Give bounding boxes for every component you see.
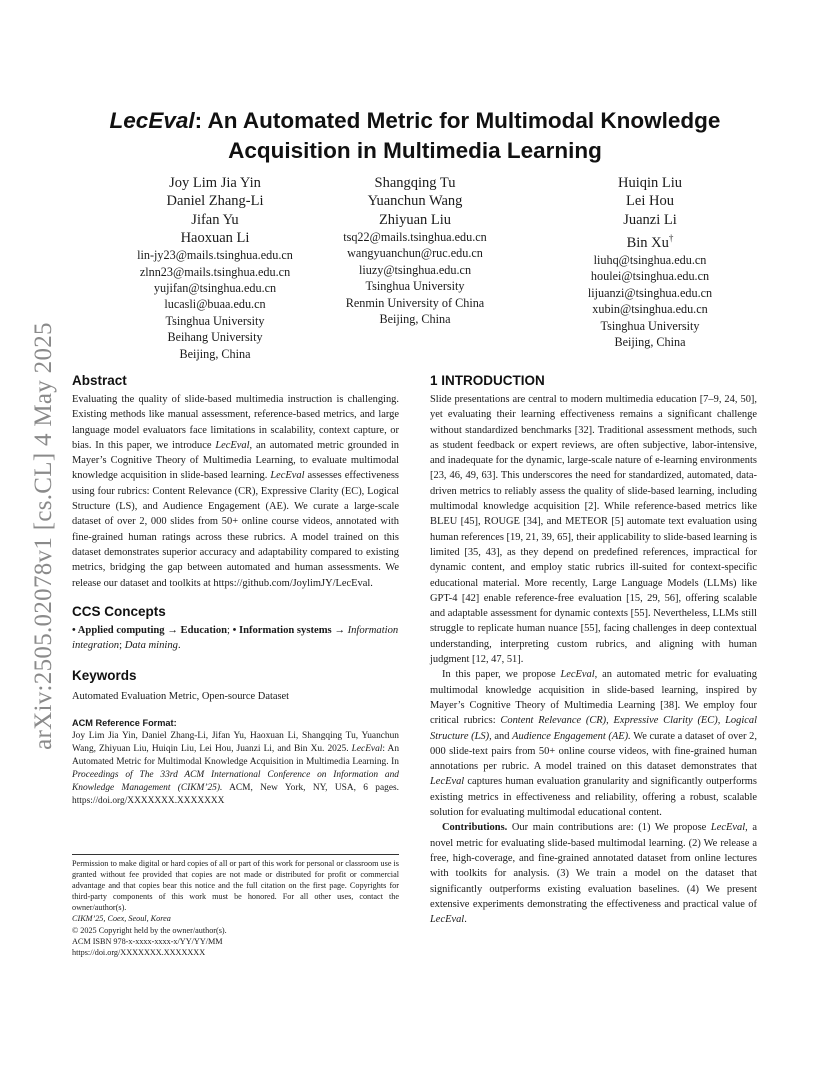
author-affiliation: Beijing, China: [179, 346, 251, 361]
abstract-part: assesses effectiveness using four rubrics: Content Relevance (CR), Expressive Clarity (EC), Logical Structure (LS), and Audience Engagement (AE). We curate a large-scale dataset of over 2, 000 slides from 50+ online course videos, annotated with fine-grained human ratings across these rubrics. A model trained on this dataset demonstrates superior accuracy and adaptability compared to existing metrics, bridging the gap between automated and human assessments. We release our dataset and toolkits at https://github.com/JoylimJY/LecEval.: [72, 470, 399, 589]
ccs-sep: ;: [227, 624, 233, 636]
abstract-emphasis: LecEval: [270, 470, 305, 482]
footnote-divider: [72, 854, 399, 855]
author-name: Shangqing Tu: [374, 175, 456, 191]
arxiv-identifier: arXiv:2505.02078v1 [cs.CL] 4 May 2025: [30, 322, 57, 750]
ccs-text: [72, 623, 399, 654]
author-affiliation: Beijing, China: [379, 311, 451, 326]
intro-paragraph-2: [430, 667, 757, 820]
intro-heading: 1 INTRODUCTION: [430, 373, 545, 388]
ccs-term: Data mining: [124, 640, 178, 652]
intro-part: , a novel metric for evaluating slide-based multimodal learning. (2) We release a free, high-coverage, and fine-grained annotated dataset from online lectures with toolkits for analysis. (3) We train a model on the dataset that significantly outperforms existing evaluation baselines. (4) We present extensive experiments demonstrating the effectiveness and practical value of: [430, 822, 757, 910]
ccs-term: • Applied computing: [72, 624, 165, 636]
keywords-heading: Keywords: [72, 667, 137, 683]
title-emphasis: LecEval: [109, 108, 195, 133]
ccs-sep: ;: [119, 640, 125, 652]
acm-ref-heading: ACM Reference Format:: [72, 718, 177, 729]
acm-ref-part: Joy Lim Jia Yin, Daniel Zhang-Li, Jifan Yu, Haoxuan Li, Shangqing Tu, Yuanchun Wang, Zhiyuan Liu, Huiqin Liu, Lei Hou, Juanzi Li, and Bin Xu. 2025.: [72, 731, 399, 755]
footnote: [72, 858, 399, 958]
left-column: [72, 370, 399, 808]
author-affiliation: Tsinghua University: [600, 318, 700, 333]
author-affiliation: Beihang University: [167, 330, 263, 345]
author-email: wangyuanchun@ruc.edu.cn: [347, 246, 483, 261]
intro-part: Our main contributions are: (1) We propose: [507, 822, 711, 834]
paper-title: [80, 106, 750, 166]
author-name: Daniel Zhang-Li: [166, 193, 264, 210]
author-email: houlei@tsinghua.edu.cn: [590, 269, 710, 284]
author-name: Yuanchun Wang: [367, 193, 463, 210]
ccs-term: Information integration: [72, 624, 399, 652]
acm-ref-text: [72, 730, 399, 808]
author-email: liuzy@tsinghua.edu.cn: [358, 262, 472, 277]
abstract-heading: Abstract: [72, 373, 127, 388]
author-email: lin-jy23@mails.tsinghua.edu.cn: [137, 248, 293, 263]
acm-ref-part: : An Automated Metric for Multimodal Knowledge Acquisition in Multimedia Learning. In: [72, 744, 400, 768]
ccs-term: Education: [180, 624, 228, 636]
author-block-2: [305, 174, 525, 327]
intro-emphasis: LecEval: [430, 776, 465, 788]
ccs-end: .: [177, 640, 181, 652]
intro-emphasis: LecEval: [710, 822, 746, 834]
intro-emphasis: Audience Engagement (AE).: [512, 730, 631, 742]
intro-part: In this paper, we propose: [442, 669, 561, 681]
author-name: Juanzi Li: [623, 211, 677, 228]
abstract-text: [72, 392, 399, 591]
ccs-arrow: →: [331, 624, 348, 636]
abstract-emphasis: LecEval: [215, 439, 250, 451]
author-email: yujifan@tsinghua.edu.cn: [153, 281, 277, 295]
copyright: © 2025 Copyright held by the owner/author(s).: [72, 925, 227, 935]
author-email: lucasli@buaa.edu.cn: [164, 297, 266, 312]
author-name: Huiqin Liu: [617, 175, 683, 191]
author-affiliation: Renmin University of China: [345, 295, 485, 310]
author-name: Haoxuan Li: [180, 229, 250, 246]
intro-part: We curate a dataset of over 2, 000 slide-text pairs from 50+ online course videos, with fine-grained human annotations per rubric. A model trained on this dataset demonstrates that: [430, 730, 757, 773]
author-email: lijuanzi@tsinghua.edu.cn: [587, 285, 713, 300]
author-email: xubin@tsinghua.edu.cn: [592, 302, 708, 317]
author-affiliation: Tsinghua University: [365, 279, 465, 294]
intro-paragraph-1: Slide presentations are central to modern multimedia education [7–9, 24, 50], yet evaluating their learning effectiveness remains a significant challenge without standardized benchmarks [32]. Traditional assessment methods, such as student feedback or expert reviews, are often subjective, labor-intensive, and inadequate for the dynamic, large-scale nature of e-learning environments [23, 46, 49, 63]. This underscores the need for standardized, automated, data-driven metrics to reliably assess the quality of slide-based learning, including multimodal knowledge acquisition [2]. While reference-based metrics like BLEU [45], ROUGE [34], and METEOR [5] automate text evaluation using human references [19, 21, 39, 65], their applicability to slide-based learning is limited [35, 43], as they depend on predefined references, impractical for dynamic content, and employ static rubrics ill-suited for context-specific educational material. More recently, Large Language Models (LLMs) like GPT-4 [42] enable reference-free evaluation [15, 29, 56], offering scalable and adaptable assessment for dynamic contexts [55]. Nevertheless, LLMs still struggle to replicate human nuance [55], facing challenges in deep contextual understanding, interpreting custom rubrics, and aligning with human judgment [12, 47, 51].: [430, 394, 757, 666]
author-email: tsq22@mails.tsinghua.edu.cn: [343, 229, 487, 244]
author-name-with-mark: [530, 229, 770, 252]
ccs-arrow: →: [164, 624, 181, 636]
intro-emphasis: LecEval: [560, 669, 595, 681]
venue: CIKM’25, Coex, Seoul, Korea: [72, 914, 171, 924]
author-affiliation: Tsinghua University: [165, 313, 265, 328]
isbn: ACM ISBN 978-x-xxxx-xxxx-x/YY/YY/MM: [72, 936, 223, 946]
author-email: liuhq@tsinghua.edu.cn: [593, 253, 707, 268]
author-block-3: [530, 174, 770, 350]
author-email: zlnn23@mails.tsinghua.edu.cn: [139, 264, 291, 279]
corresponding-author-mark: †: [668, 232, 674, 243]
title-rest: : An Automated Metric for Multimodal Knowledge Acquisition in Multimedia Learning: [194, 108, 721, 163]
author-name: Joy Lim Jia Yin: [169, 175, 261, 191]
keywords-text: Automated Evaluation Metric, Open-source Dataset: [72, 690, 290, 702]
intro-part: and: [491, 730, 513, 742]
right-column: [430, 370, 757, 927]
intro-part: .: [464, 914, 467, 926]
abstract-part: , an automated metric grounded in Mayer’s Cognitive Theory of Multimedia Learning, to evaluate multimodal knowledge acquisition in slide-based learning.: [72, 439, 399, 482]
intro-part: , an automated metric for evaluating multimodal knowledge acquisition in slide-based learning, inspired by Mayer’s Cognitive Theory of Multimedia Learning [38]. We employ four critical rubrics:: [430, 669, 757, 727]
acm-ref-part: ACM, New York, NY, USA, 6 pages. https://doi.org/XXXXXXX.XXXXXXX: [72, 783, 399, 807]
intro-part: captures human evaluation granularity and significantly outperforms existing metrics in effectiveness and reliability, offering a robust, scalable solution for evaluating multimodal educational content.: [430, 776, 757, 819]
author-name: Lei Hou: [626, 193, 674, 210]
author-name: Zhiyuan Liu: [378, 211, 452, 228]
acm-ref-emphasis: Proceedings of The 33rd ACM International Conference on Information and Knowledge Management (CIKM’25).: [72, 770, 399, 794]
author-affiliation: Beijing, China: [614, 335, 686, 350]
abstract-part: Evaluating the quality of slide-based multimedia instruction is challenging. Existing methods like manual assessment, reference-based metrics, and large language model evaluators face limitations in scalability, context capture, or bias. In this paper, we introduce: [72, 394, 399, 451]
permission-notice: Permission to make digital or hard copies of all or part of this work for personal or classroom use is granted without fee provided that copies are not made or distributed for profit or commercial advantage and that copies bear this notice and the full citation on the first page. Copyrights for third-party components of this work must be honored. For all other uses, contact the owner/author(s).: [72, 859, 399, 913]
ccs-term: • Information systems: [232, 624, 332, 636]
author-block-1: [95, 174, 335, 362]
doi: https://doi.org/XXXXXXX.XXXXXXX: [72, 947, 206, 957]
intro-emphasis: Content Relevance (CR), Expressive Clarity (EC), Logical Structure (LS),: [430, 715, 757, 742]
ccs-heading: CCS Concepts: [72, 603, 166, 619]
acm-ref-emphasis: LecEval: [351, 744, 383, 755]
intro-emphasis: LecEval: [430, 914, 465, 926]
author-name: Jifan Yu: [191, 211, 239, 228]
author-name: Bin Xu: [626, 234, 669, 251]
contributions-label: Contributions.: [442, 822, 508, 834]
intro-paragraph-3: [430, 820, 757, 927]
